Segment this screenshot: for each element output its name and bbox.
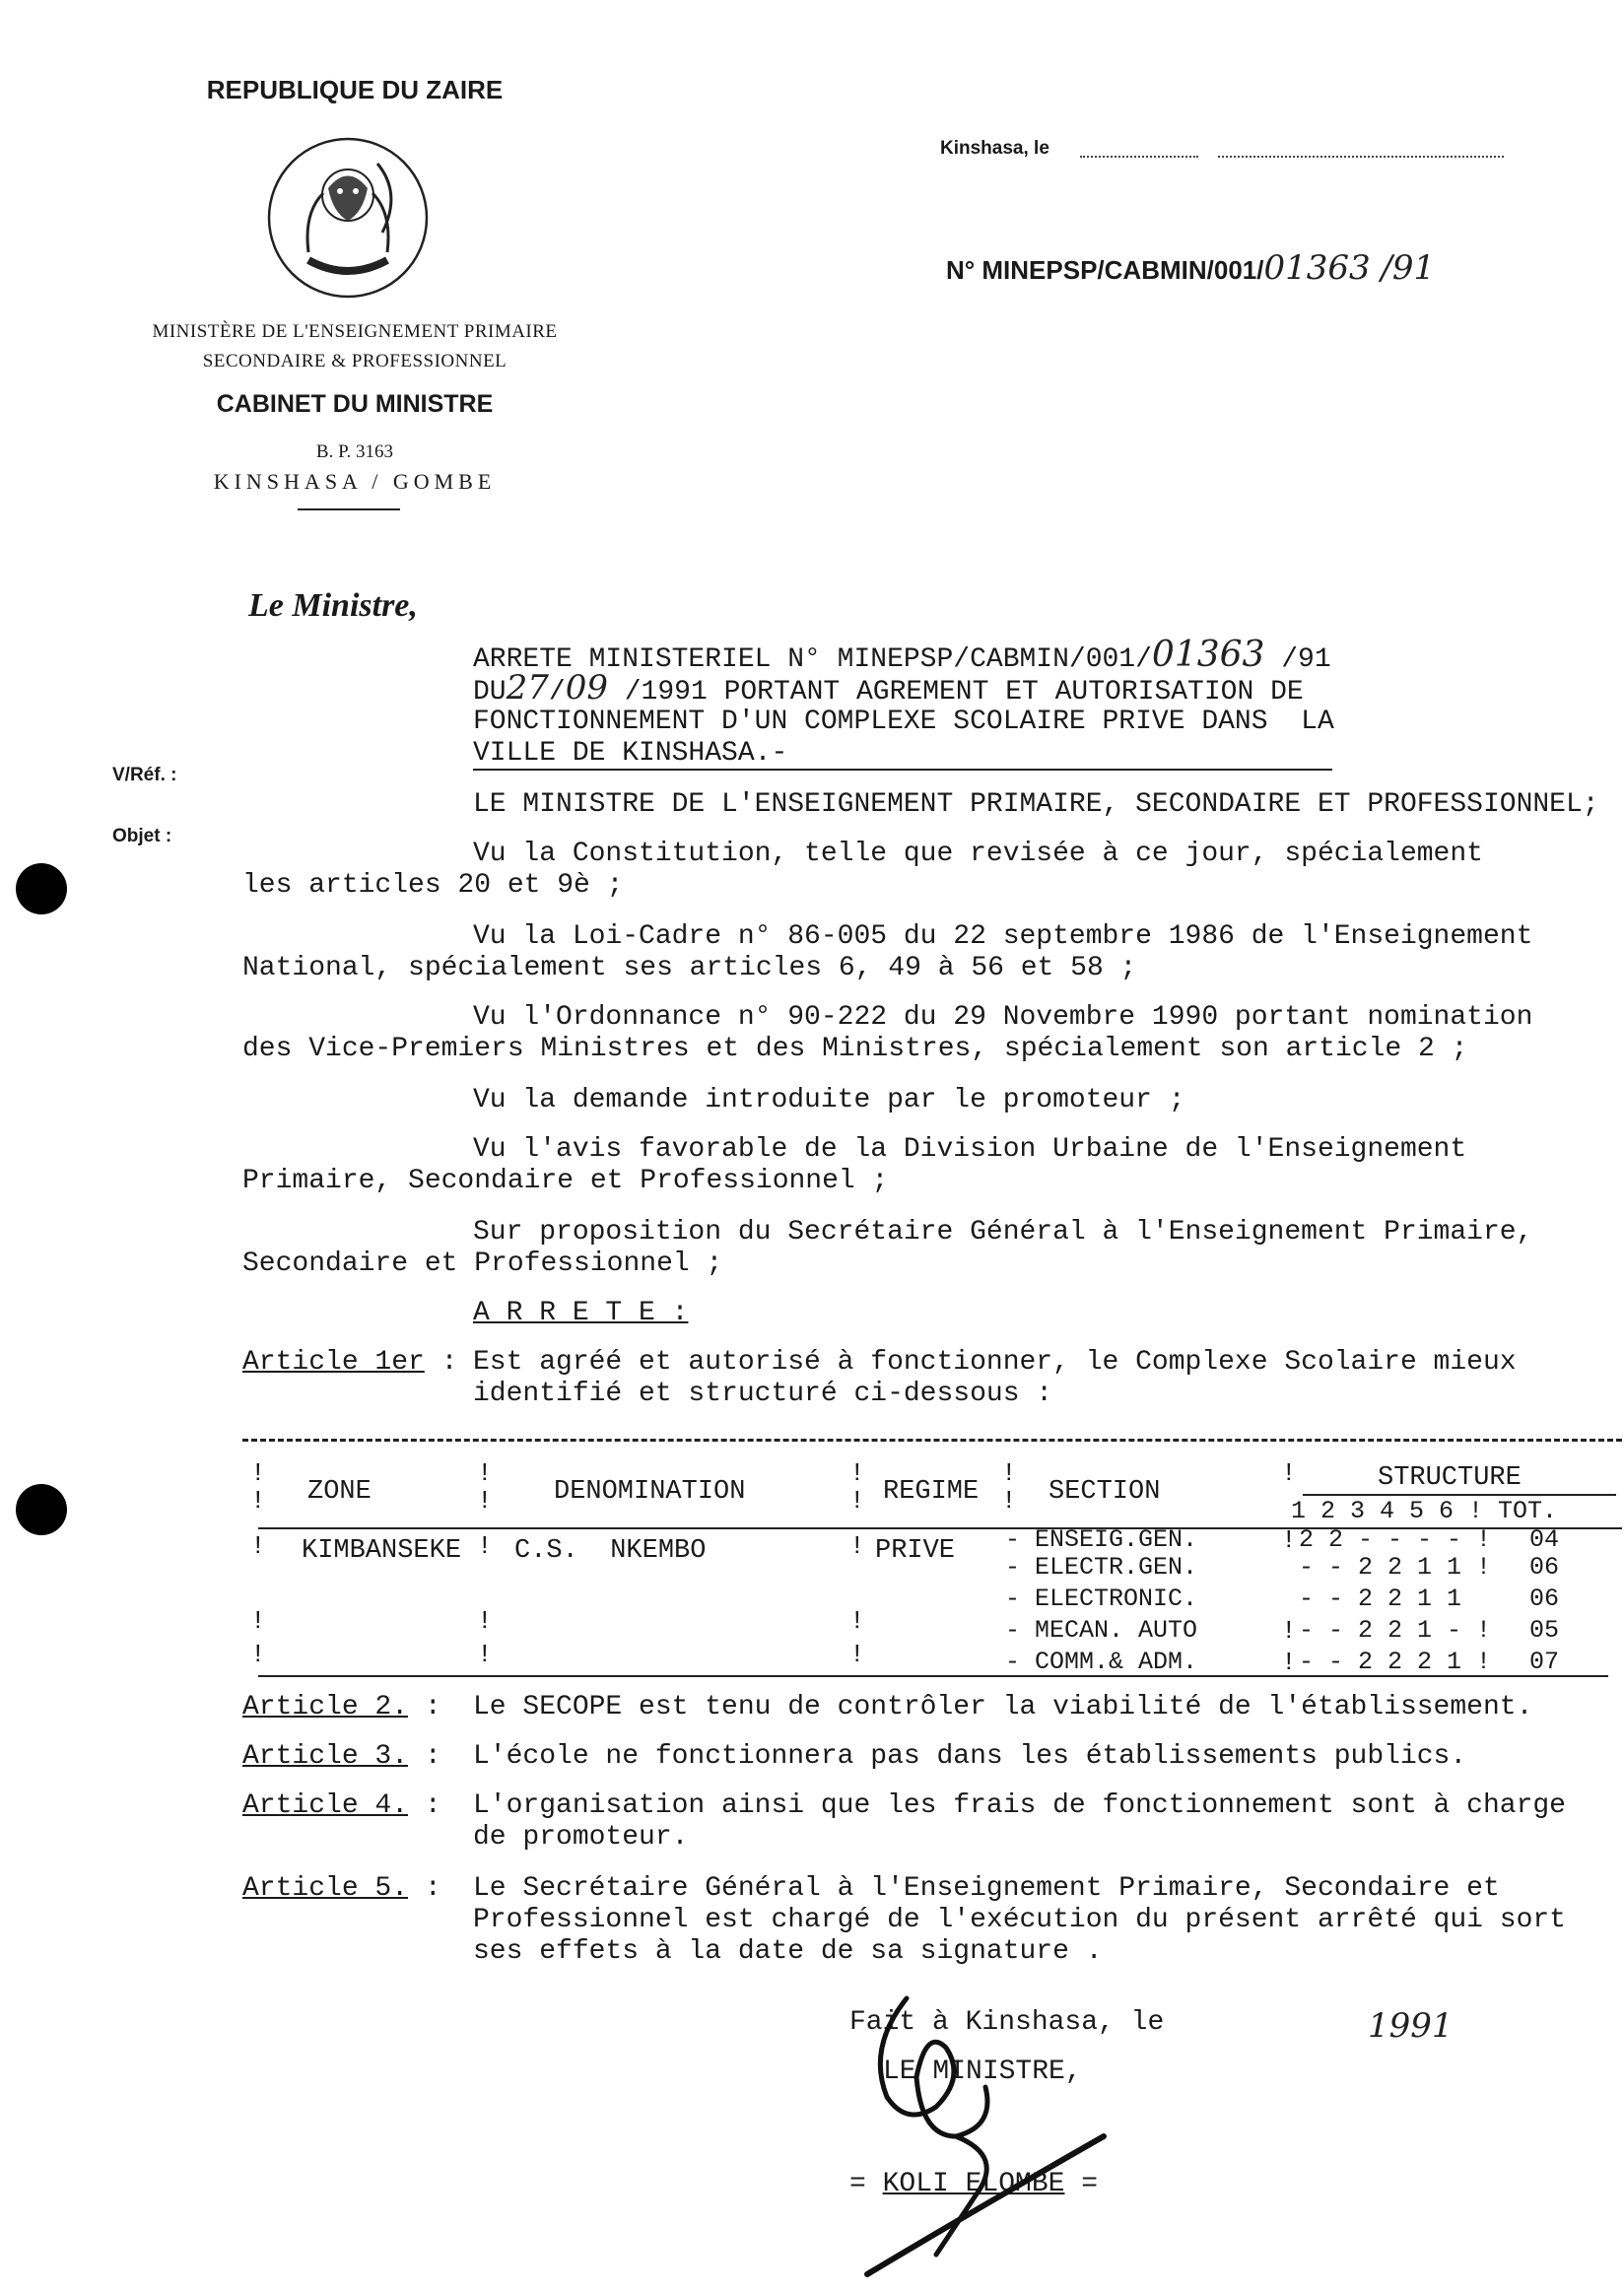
col-sep: ! — [250, 1640, 266, 1669]
reference-number — [946, 248, 1435, 288]
col-sep: ! — [477, 1640, 493, 1669]
vref-label: V/Réf. : — [112, 765, 177, 785]
title-line-1: ARRETE MINISTERIEL N° MINEPSP/CABMIN/001/01363 /91 — [473, 635, 1331, 675]
handwritten-signature — [847, 1989, 1143, 2284]
punch-hole-bottom — [16, 1484, 67, 1535]
article-2-text: Le SECOPE est tenu de contrôler la viabilité de l'établissement. — [473, 1692, 1533, 1722]
vu-ordonnance-a: Vu l'Ordonnance n° 90-222 du 29 Novembre 1990 portant nomination — [473, 1002, 1533, 1033]
section-row-4: - MECAN. AUTO — [1005, 1616, 1198, 1645]
col-sep: ! — [849, 1640, 865, 1669]
article-5-label-line: Article 5. : — [242, 1873, 458, 1904]
article-4-label: Article 4. — [242, 1790, 409, 1821]
vu-avis-b: Primaire, Secondaire et Professionnel ; — [242, 1166, 889, 1196]
minister-name-line: = KOLI ELOMBE = — [849, 2169, 1099, 2199]
col-sep: ! — [250, 1458, 266, 1488]
punch-hole-top — [16, 863, 67, 914]
reference-prefix: N° MINEPSP/CABMIN/001/ — [946, 255, 1264, 285]
closing-year-handwritten: 1991 — [1368, 2006, 1454, 2046]
structure-columns: 1 2 3 4 5 6 ! TOT. — [1291, 1497, 1558, 1525]
vu-loi-cadre-b: National, spécialement ses articles 6, 49 à 56 et 58 ; — [242, 953, 1137, 983]
city-line: KINSHASA / GOMBE — [213, 469, 497, 494]
col-sep: ! — [849, 1458, 865, 1488]
col-sep: ! — [849, 1606, 865, 1636]
article-4-text-b: de promoteur. — [473, 1822, 689, 1853]
structure-row-4: - - 2 2 1 - ! — [1299, 1616, 1492, 1645]
structure-row-5: - - 2 2 2 1 ! — [1299, 1648, 1492, 1676]
total-row-1: 04 — [1529, 1525, 1560, 1554]
preamble-minister: LE MINISTRE DE L'ENSEIGNEMENT PRIMAIRE, SECONDAIRE ET PROFESSIONNEL; — [473, 789, 1599, 820]
vu-avis-a: Vu l'avis favorable de la Division Urbaine de l'Enseignement — [473, 1134, 1467, 1165]
vu-constitution-b: les articles 20 et 9è ; — [242, 870, 624, 901]
article-1-label: Article 1er — [242, 1347, 425, 1378]
cell-zone: KIMBANSEKE — [302, 1536, 462, 1566]
col-sep: ! — [477, 1458, 493, 1488]
structure-row-1: 2 2 - - - - ! — [1299, 1525, 1492, 1554]
col-header-regime: REGIME — [883, 1477, 980, 1507]
le-ministre-heading: Le Ministre, — [248, 587, 418, 624]
seal-motto: PAIX — [338, 258, 358, 268]
col-sep: ! — [250, 1486, 266, 1516]
section-row-5: - COMM.& ADM. — [1005, 1648, 1198, 1676]
table-top-dashed-rule — [242, 1439, 1622, 1442]
date-dotted-line-1 — [1080, 156, 1198, 158]
col-header-section: SECTION — [1049, 1477, 1161, 1507]
col-sep: ! — [849, 1531, 865, 1561]
col-sep: ! — [1281, 1616, 1297, 1646]
title-handwritten-number: 01363 — [1151, 635, 1265, 675]
date-dotted-line-2 — [1218, 156, 1504, 158]
article-4-text-a: L'organisation ainsi que les frais de fonctionnement sont à charge — [473, 1790, 1566, 1821]
vu-loi-cadre-a: Vu la Loi-Cadre n° 86-005 du 22 septembre 1986 de l'Enseignement — [473, 921, 1533, 952]
article-1-text-b: identifié et structuré ci-dessous : — [473, 1379, 1053, 1409]
structure-row-3: - - 2 2 1 1 — [1299, 1585, 1462, 1613]
arrete-heading: A R R E T E : — [473, 1298, 689, 1328]
col-sep: ! — [250, 1531, 266, 1561]
ministry-line-1: MINISTÈRE DE L'ENSEIGNEMENT PRIMAIRE — [152, 321, 558, 342]
article-3-label: Article 3. — [242, 1741, 409, 1772]
article-5-text-a: Le Secrétaire Général à l'Enseignement Primaire, Secondaire et — [473, 1873, 1500, 1904]
vu-ordonnance-b: des Vice-Premiers Ministres et des Ministres, spécialement son article 2 ; — [242, 1034, 1468, 1064]
vu-demande: Vu la demande introduite par le promoteur ; — [473, 1085, 1185, 1115]
total-row-2: 06 — [1529, 1553, 1560, 1582]
col-header-structure: STRUCTURE — [1378, 1463, 1522, 1493]
article-5-label: Article 5. — [242, 1873, 409, 1904]
fait-a-kinshasa: Fait à Kinshasa, le — [849, 2007, 1165, 2038]
col-header-denomination: DENOMINATION — [554, 1477, 746, 1507]
col-sep: ! — [1001, 1486, 1017, 1516]
total-row-5: 07 — [1529, 1648, 1560, 1676]
article-1-text-a: Est agréé et autorisé à fonctionner, le Complexe Scolaire mieux — [473, 1347, 1517, 1378]
proposition-b: Secondaire et Professionnel ; — [242, 1248, 723, 1279]
col-sep: ! — [1281, 1648, 1297, 1677]
col-sep: ! — [250, 1606, 266, 1636]
col-sep: ! — [849, 1486, 865, 1516]
section-row-1: - ENSEIG.GEN. — [1005, 1525, 1198, 1554]
table-bottom-rule — [258, 1675, 1608, 1677]
letterhead-rule — [298, 508, 400, 510]
objet-label: Objet : — [112, 826, 172, 846]
col-sep: ! — [477, 1531, 493, 1561]
po-box: B. P. 3163 — [315, 441, 394, 462]
total-row-4: 05 — [1529, 1616, 1560, 1645]
col-sep: ! — [1001, 1458, 1017, 1488]
article-3-text: L'école ne fonctionnera pas dans les établissements publics. — [473, 1741, 1467, 1772]
coat-of-arms-seal — [264, 134, 432, 302]
vu-constitution-a: Vu la Constitution, telle que revisée à ce jour, spécialement — [473, 839, 1483, 869]
title-rule — [473, 769, 1332, 771]
col-header-zone: ZONE — [307, 1477, 372, 1507]
title-line-3: FONCTIONNEMENT D'UN COMPLEXE SCOLAIRE PRIVE DANS LA — [473, 707, 1334, 737]
total-row-3: 06 — [1529, 1585, 1560, 1613]
proposition-a: Sur proposition du Secrétaire Général à l'Enseignement Primaire, — [473, 1217, 1533, 1248]
structure-row-2: - - 2 2 1 1 ! — [1299, 1553, 1492, 1582]
cell-denomination: C.S. NKEMBO — [514, 1536, 707, 1566]
article-5-text-c: ses effets à la date de sa signature . — [473, 1936, 1103, 1967]
article-5-text-b: Professionnel est chargé de l'exécution du présent arrêté qui sort — [473, 1905, 1566, 1935]
cell-regime: PRIVE — [875, 1536, 956, 1566]
section-row-2: - ELECTR.GEN. — [1005, 1553, 1198, 1582]
le-ministre-closing: LE MINISTRE, — [883, 2057, 1082, 2087]
article-3-label-line: Article 3. : — [242, 1741, 458, 1772]
ministry-line-2: SECONDAIRE & PROFESSIONNEL — [202, 351, 508, 371]
article-2-label: Article 2. — [242, 1692, 409, 1722]
article-2-label-line: Article 2. : — [242, 1692, 458, 1722]
title-line-2: DU27/09 /1991 PORTANT AGREMENT ET AUTORISATION DE — [473, 668, 1304, 708]
col-sep: ! — [1281, 1458, 1297, 1488]
country-name: REPUBLIQUE DU ZAIRE — [206, 75, 504, 104]
article-1-label-line: Article 1er : — [242, 1347, 475, 1378]
minister-name: KOLI ELOMBE — [882, 2169, 1065, 2199]
kinshasa-date-label: Kinshasa, le — [940, 138, 1049, 159]
col-sep: ! — [477, 1486, 493, 1516]
col-sep: ! — [477, 1606, 493, 1636]
article-4-label-line: Article 4. : — [242, 1790, 458, 1821]
cabinet-title: CABINET DU MINISTRE — [216, 390, 494, 418]
reference-handwritten: 01363 /91 — [1263, 248, 1436, 288]
title-line-4: VILLE DE KINSHASA.- — [473, 738, 788, 769]
col-sep: ! — [1281, 1525, 1297, 1555]
section-row-3: - ELECTRONIC. — [1005, 1585, 1198, 1613]
